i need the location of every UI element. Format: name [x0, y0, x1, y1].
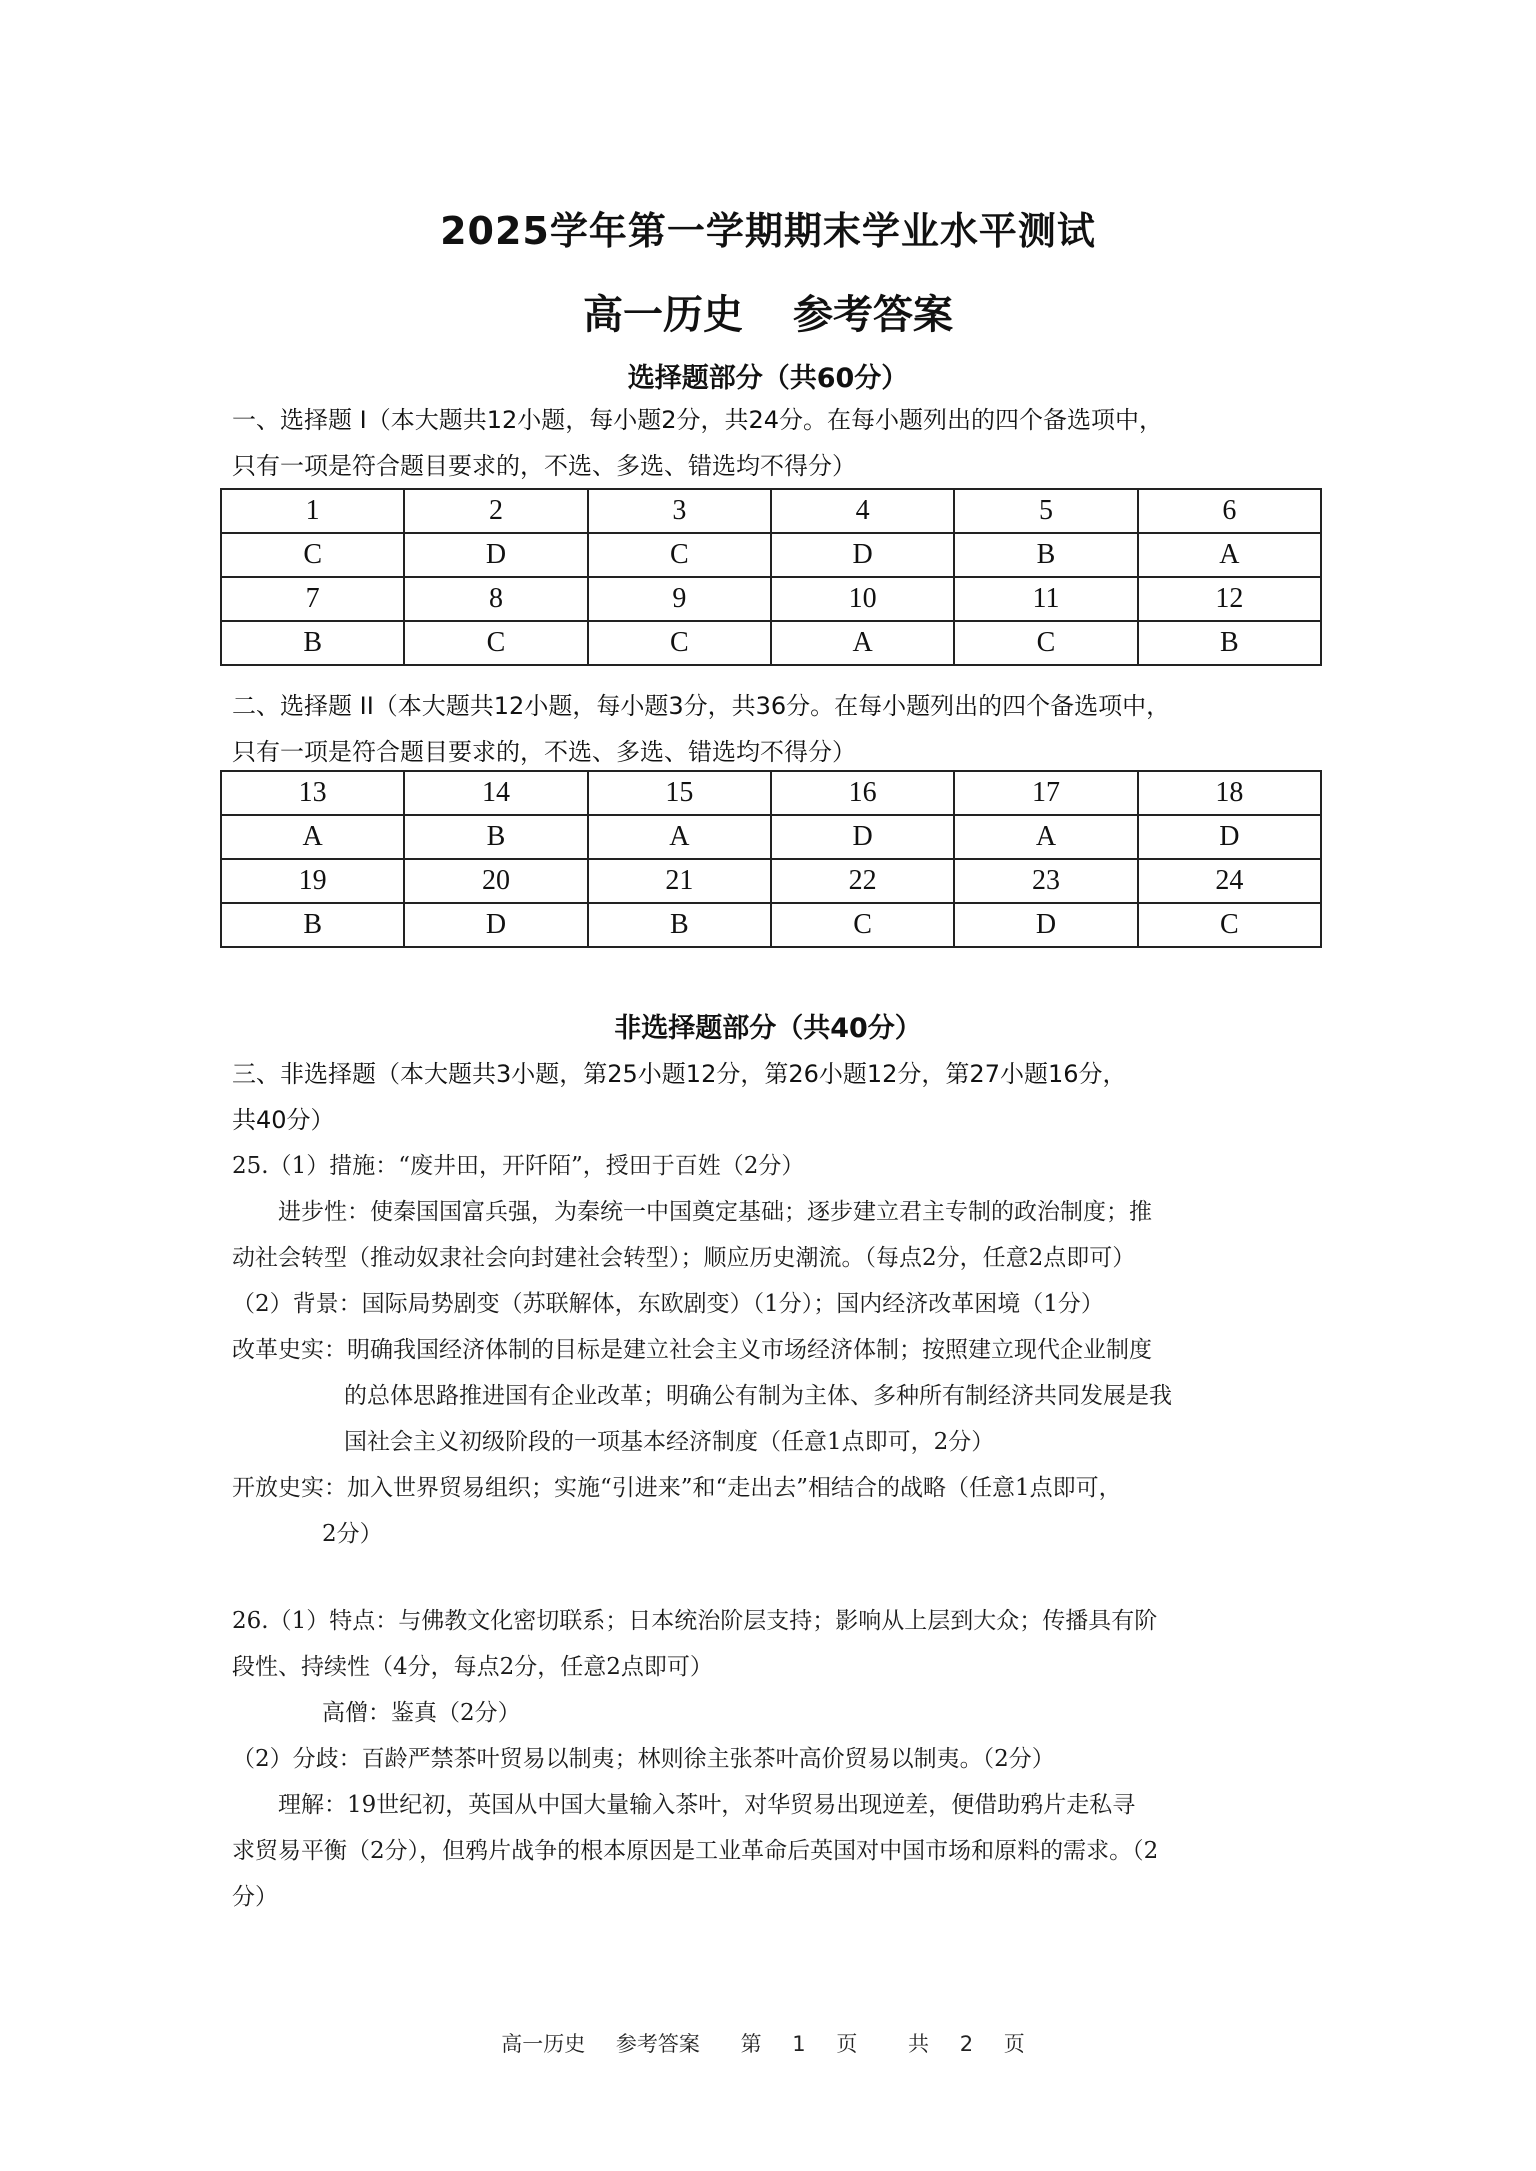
answer-cell: D — [954, 903, 1137, 947]
q25-line: 25.（1）措施：“废井田，开阡陌”，授田于百姓（2分） — [232, 1153, 805, 1179]
answer-cell: A — [588, 815, 771, 859]
footer-page-total: 共 2 页 — [908, 2032, 1025, 2056]
part1-heading: 选择题部分（共60分） — [627, 363, 909, 394]
section3-instruction-line2: 共40分） — [232, 1106, 335, 1134]
question-number-cell: 7 — [221, 577, 404, 621]
question-number-cell: 21 — [588, 859, 771, 903]
answer-table-section1 — [220, 488, 1322, 666]
question-number-cell: 14 — [404, 771, 587, 815]
question-number-cell: 19 — [221, 859, 404, 903]
q25-line: 动社会转型（推动奴隶社会向封建社会转型）；顺应历史潮流。（每点2分，任意2点即可） — [232, 1245, 1136, 1271]
answer-table-section2 — [220, 770, 1322, 948]
question-number-cell: 22 — [771, 859, 954, 903]
question-number-cell: 2 — [404, 489, 587, 533]
question-number-cell: 20 — [404, 859, 587, 903]
answer-cell: D — [404, 533, 587, 577]
answer-cell: A — [771, 621, 954, 665]
section3-instruction — [232, 1051, 1322, 1143]
answer-row — [221, 621, 1321, 665]
section1-instruction — [232, 397, 1322, 489]
part2-heading: 非选择题部分（共40分） — [614, 1013, 922, 1044]
question-26-answer — [232, 1598, 1322, 1920]
answer-row — [221, 533, 1321, 577]
section2-instruction — [232, 683, 1322, 775]
section2-instruction-line2: 只有一项是符合题目要求的，不选、多选、错选均不得分） — [232, 738, 856, 766]
question-number-cell: 4 — [771, 489, 954, 533]
question-number-cell: 10 — [771, 577, 954, 621]
question-number-cell: 24 — [1138, 859, 1321, 903]
question-number-cell: 15 — [588, 771, 771, 815]
question-number-cell: 11 — [954, 577, 1137, 621]
question-number-row — [221, 577, 1321, 621]
question-number-cell: 5 — [954, 489, 1137, 533]
q25-line: 2分） — [322, 1521, 383, 1547]
doc-type-label: 参考答案 — [793, 292, 953, 338]
answer-row — [221, 815, 1321, 859]
question-number-row — [221, 771, 1321, 815]
q26-line: 分） — [232, 1884, 278, 1910]
question-number-cell: 6 — [1138, 489, 1321, 533]
q26-line: 26.（1）特点：与佛教文化密切联系；日本统治阶层支持；影响从上层到大众；传播具有阶 — [232, 1608, 1158, 1634]
answer-cell: C — [954, 621, 1137, 665]
answer-cell: C — [404, 621, 587, 665]
q26-line: 求贸易平衡（2分），但鸦片战争的根本原因是工业革命后英国对中国市场和原料的需求。（2 — [232, 1838, 1159, 1864]
q25-line: 进步性：使秦国国富兵强，为秦统一中国奠定基础；逐步建立君主专制的政治制度；推 — [278, 1199, 1152, 1225]
q26-line: 高僧：鉴真（2分） — [322, 1700, 521, 1726]
answer-cell: C — [221, 533, 404, 577]
question-number-cell: 16 — [771, 771, 954, 815]
question-number-cell: 17 — [954, 771, 1137, 815]
section3-instruction-line1: 三、非选择题（本大题共3小题，第25小题12分，第26小题12分，第27小题16分， — [232, 1060, 1127, 1088]
answer-cell: B — [404, 815, 587, 859]
answer-cell: B — [221, 903, 404, 947]
section2-instruction-line1: 二、选择题 II（本大题共12小题，每小题3分，共36分。在每小题列出的四个备选项中， — [232, 692, 1171, 720]
section1-instruction-line1: 一、选择题 I（本大题共12小题，每小题2分，共24分。在每小题列出的四个备选项中， — [232, 406, 1164, 434]
question-number-cell: 23 — [954, 859, 1137, 903]
question-number-row — [221, 489, 1321, 533]
answer-cell: C — [588, 533, 771, 577]
question-number-cell: 1 — [221, 489, 404, 533]
footer-doc-type: 参考答案 — [615, 2032, 700, 2056]
answer-cell: B — [221, 621, 404, 665]
q26-line: 理解：19世纪初，英国从中国大量输入茶叶，对华贸易出现逆差，便借助鸦片走私寻 — [278, 1792, 1136, 1818]
q26-line: （2）分歧：百龄严禁茶叶贸易以制夷；林则徐主张茶叶高价贸易以制夷。（2分） — [232, 1746, 1055, 1772]
question-number-cell: 18 — [1138, 771, 1321, 815]
answer-cell: B — [954, 533, 1137, 577]
answer-cell: D — [771, 815, 954, 859]
answer-cell: D — [404, 903, 587, 947]
q25-line: 改革史实：明确我国经济体制的目标是建立社会主义市场经济体制；按照建立现代企业制度 — [232, 1337, 1152, 1363]
question-number-row — [221, 859, 1321, 903]
answer-cell: A — [1138, 533, 1321, 577]
footer-page-number: 第 1 页 — [740, 2032, 858, 2056]
footer-subject: 高一历史 — [501, 2032, 586, 2056]
answer-cell: D — [771, 533, 954, 577]
question-number-cell: 9 — [588, 577, 771, 621]
question-number-cell: 13 — [221, 771, 404, 815]
answer-row — [221, 903, 1321, 947]
answer-cell: A — [954, 815, 1137, 859]
q25-line: 国社会主义初级阶段的一项基本经济制度（任意1点即可，2分） — [344, 1429, 995, 1455]
subject-label: 高一历史 — [583, 292, 743, 338]
q26-line: 段性、持续性（4分，每点2分，任意2点即可） — [232, 1654, 713, 1680]
page-footer — [0, 2028, 1536, 2058]
answer-cell: B — [588, 903, 771, 947]
question-25-answer — [232, 1143, 1322, 1557]
q25-line: 开放史实：加入世界贸易组织；实施“引进来”和“走出去”相结合的战略（任意1点即可， — [232, 1475, 1122, 1501]
answer-cell: C — [588, 621, 771, 665]
question-number-cell: 3 — [588, 489, 771, 533]
answer-cell: C — [1138, 903, 1321, 947]
section1-instruction-line2: 只有一项是符合题目要求的，不选、多选、错选均不得分） — [232, 452, 856, 480]
exam-subtitle — [0, 283, 1536, 340]
q25-line: （2）背景：国际局势剧变（苏联解体，东欧剧变）（1分）；国内经济改革困境（1分） — [232, 1291, 1104, 1317]
answer-cell: A — [221, 815, 404, 859]
question-number-cell: 8 — [404, 577, 587, 621]
answer-cell: B — [1138, 621, 1321, 665]
q25-line: 的总体思路推进国有企业改革；明确公有制为主体、多种所有制经济共同发展是我 — [344, 1383, 1172, 1409]
question-number-cell: 12 — [1138, 577, 1321, 621]
answer-cell: C — [771, 903, 954, 947]
exam-title: 2025学年第一学期期末学业水平测试 — [440, 209, 1096, 253]
answer-cell: D — [1138, 815, 1321, 859]
